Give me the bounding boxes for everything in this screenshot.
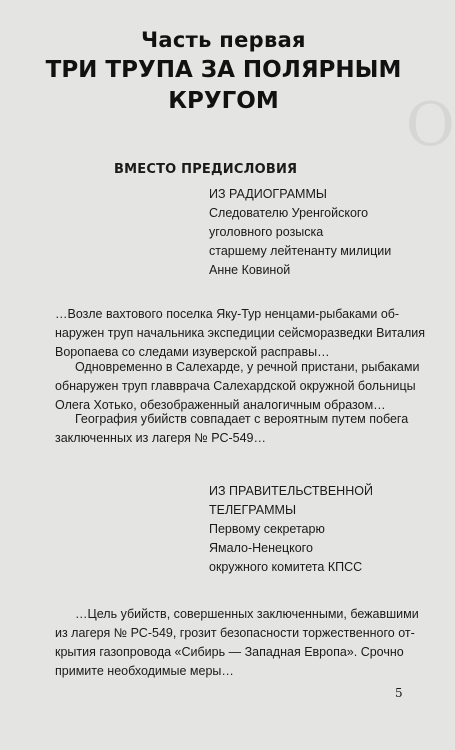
body-paragraph xyxy=(55,305,426,362)
text-line: наружен труп начальника экспедиции сейсморазведки Виталия xyxy=(55,326,426,340)
body-paragraph xyxy=(55,410,407,448)
text-line: …Возле вахтового поселка Яку-Тур ненцами-рыбаками об- xyxy=(55,307,400,321)
telegram-epigraph xyxy=(209,482,373,577)
text-line: …Цель убийств, совершенных заключенными, бежавшими xyxy=(75,607,419,621)
part-heading: Часть первая xyxy=(141,28,306,52)
epigraph-line: ИЗ РАДИОГРАММЫ xyxy=(209,187,327,201)
text-line: Олега Хотько, обезображенный аналогичным образом… xyxy=(55,398,386,412)
chapter-title-line: КРУГОМ xyxy=(168,88,279,114)
body-paragraph xyxy=(55,358,420,415)
bleed-through-glyph: О xyxy=(405,90,455,160)
text-line: крытия газопровода «Сибирь — Западная Европа». Срочно xyxy=(55,645,404,659)
page-number: 5 xyxy=(395,686,403,700)
epigraph-line: окружного комитета КПСС xyxy=(209,560,363,574)
epigraph-line: Следователю Уренгойского xyxy=(209,206,369,220)
epigraph-line: Анне Ковиной xyxy=(209,263,291,277)
text-line: заключенных из лагеря № РС-549… xyxy=(55,431,267,445)
text-line: География убийств совпадает с вероятным путем побега xyxy=(75,412,409,426)
epigraph-line: Ямало-Ненецкого xyxy=(209,541,313,555)
chapter-title xyxy=(0,55,447,117)
epigraph-line: ТЕЛЕГРАММЫ xyxy=(209,503,297,517)
epigraph-line: старшему лейтенанту милиции xyxy=(209,244,392,258)
epigraph-line: ИЗ ПРАВИТЕЛЬСТВЕННОЙ xyxy=(209,484,373,498)
epigraph-line: Первому секретарю xyxy=(209,522,325,536)
radiogram-epigraph xyxy=(209,185,391,280)
body-paragraph xyxy=(55,605,419,681)
chapter-title-line: ТРИ ТРУПА ЗА ПОЛЯРНЫМ xyxy=(45,57,402,83)
epigraph-line: уголовного розыска xyxy=(209,225,324,239)
text-line: примите необходимые меры… xyxy=(55,664,234,678)
text-line: Воропаева со следами изуверской расправы… xyxy=(55,345,330,359)
text-line: из лагеря № РС-549, грозит безопасности торжественного от- xyxy=(55,626,415,640)
text-line: Одновременно в Салехарде, у речной пристани, рыбаками xyxy=(75,360,420,374)
section-title: ВМЕСТО ПРЕДИСЛОВИЯ xyxy=(114,162,298,177)
text-line: обнаружен труп главврача Салехардской окружной больницы xyxy=(55,379,416,393)
